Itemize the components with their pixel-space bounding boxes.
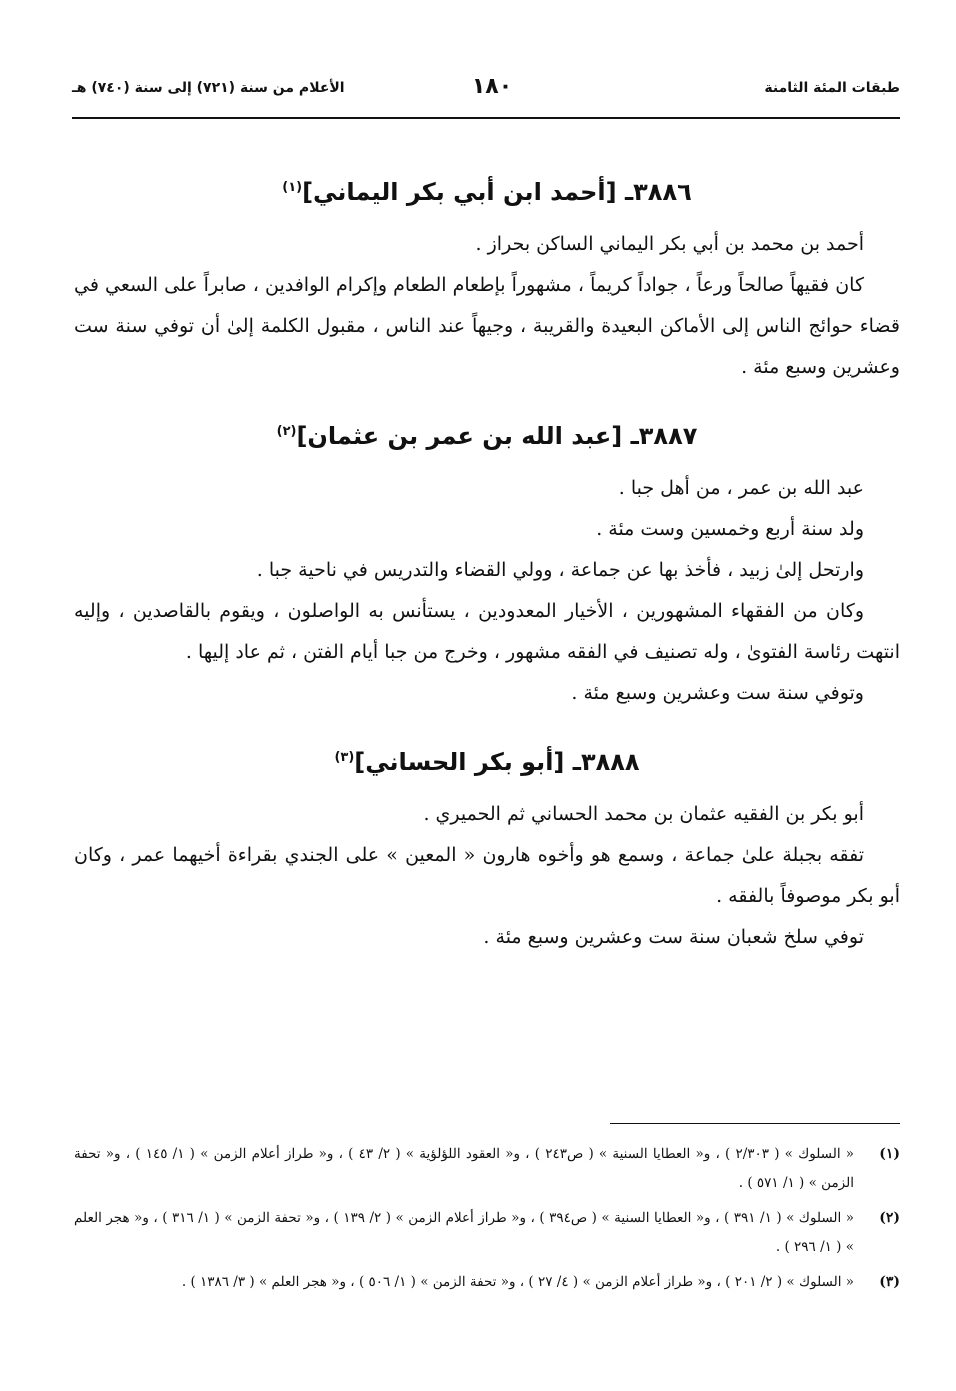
entry-heading-text: ٣٨٨٨ـ [أبو بكر الحساني] <box>354 748 640 776</box>
footnote-text: « السلوك » ( ٢/٣٠٣ ) ، و« العطايا السنية » ( ص٢٤٣ ) ، و« العقود اللؤلؤية » ( ٢/ ٤٣ ) ، و« طراز أعلام الزمن » ( ١/ ١٤٥ ) ، و« تحفة الزمن » ( ١/ ٥٧١ ) . <box>74 1146 855 1191</box>
entry-paragraph: ولد سنة أربع وخمسين وست مئة . <box>596 518 864 540</box>
footnote-number: (٢) <box>879 1210 900 1226</box>
entry-heading-text: ٣٨٨٦ـ [أحمد ابن أبي بكر اليماني] <box>302 178 692 206</box>
entry-heading <box>74 740 900 780</box>
biography-entry <box>74 414 900 714</box>
entry-paragraph: توفي سلخ شعبان سنة ست وعشرين وسبع مئة . <box>483 926 864 948</box>
entry-paragraph: أحمد بن محمد بن أبي بكر اليماني الساكن بحراز . <box>475 233 864 255</box>
entry-heading <box>74 414 900 454</box>
footnote <box>74 1268 900 1297</box>
entry-paragraph: عبد الله بن عمر ، من أهل جبا . <box>618 477 864 499</box>
entry-paragraph: أبو بكر بن الفقيه عثمان بن محمد الحساني ثم الحميري . <box>423 803 864 825</box>
footnote-reference: (٣) <box>334 750 355 765</box>
footnote-divider <box>610 1123 900 1124</box>
entry-paragraph: وكان من الفقهاء المشهورين ، الأخيار المعدودين ، يستأنس به الواصلون ، ويقوم بالقاصدين ، وإليه انتهت رئاسة الفتوىٰ ، وله تصنيف في الفقه مشهور ، وخرج من جبا أيام الفتن ، ثم عاد إليها . <box>74 600 900 663</box>
footnote-reference: (٢) <box>276 424 297 439</box>
header-period-range: الأعلام من سنة (٧٢١) إلى سنة (٧٤٠) هـ <box>72 80 345 96</box>
header-section-title: طبقات المئة الثامنة <box>764 80 900 96</box>
footnote-number: (١) <box>879 1146 900 1162</box>
entry-paragraph: وارتحل إلىٰ زبيد ، فأخذ بها عن جماعة ، وولي القضاء والتدريس في ناحية جبا . <box>256 559 864 581</box>
entry-heading-text: ٣٨٨٧ـ [عبد الله بن عمر بن عثمان] <box>296 422 698 450</box>
footnote-text: « السلوك » ( ٢/ ٢٠١ ) ، و« طراز أعلام الزمن » ( ٤/ ٢٧ ) ، و« تحفة الزمن » ( ١/ ٥٠٦ ) ، و« هجر العلم » ( ٣/ ١٣٨٦ ) . <box>181 1274 854 1290</box>
footnote <box>74 1140 900 1198</box>
footnote-reference: (١) <box>282 180 303 195</box>
entry-heading <box>74 170 900 210</box>
entry-paragraph: وتوفي سنة ست وعشرين وسبع مئة . <box>571 682 864 704</box>
biography-entry <box>74 170 900 388</box>
footnote <box>74 1204 900 1262</box>
entry-paragraph: كان فقيهاً صالحاً ورعاً ، جواداً كريماً ، مشهوراً بإطعام الطعام وإكرام الوافدين ، صابراً على السعي في قضاء حوائج الناس إلى الأماكن البعيدة والقريبة ، وجيهاً عند الناس ، مقبول الكلمة إلىٰ أن توفي سنة ست وعشرين وسبع مئة . <box>74 274 900 378</box>
footnote-number: (٣) <box>879 1274 900 1290</box>
footnote-text: « السلوك » ( ١/ ٣٩١ ) ، و« العطايا السنية » ( ص٣٩٤ ) ، و« طراز أعلام الزمن » ( ٢/ ١٣٩ ) ، و« تحفة الزمن » ( ١/ ٣١٦ ) ، و« هجر العلم » ( ١/ ٢٩٦ ) . <box>74 1210 855 1255</box>
main-text <box>74 170 900 984</box>
footnotes-section <box>74 1140 900 1303</box>
running-header <box>72 74 900 110</box>
biography-entry <box>74 740 900 958</box>
entry-paragraph: تفقه بجبلة علىٰ جماعة ، وسمع هو وأخوه هارون « المعين » على الجندي بقراءة أخيهما عمر ، وكان أبو بكر موصوفاً بالفقه . <box>74 844 900 907</box>
header-divider <box>72 117 900 119</box>
page-number: ١٨٠ <box>471 74 513 99</box>
